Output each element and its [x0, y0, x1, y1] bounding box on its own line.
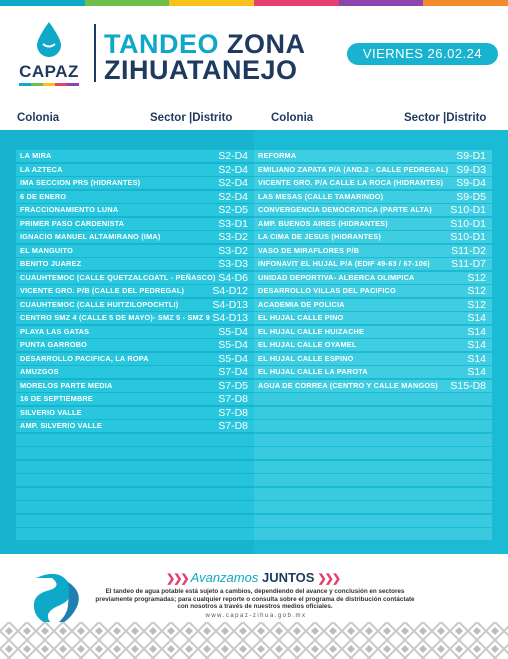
table-row	[16, 272, 254, 284]
table-row	[16, 299, 254, 311]
sector-cell: S10-D1	[450, 204, 486, 216]
left-sector-header: Sector |Distrito	[150, 112, 233, 124]
table-row	[254, 326, 492, 338]
sector-cell: S3-D2	[218, 231, 248, 243]
title-word-tandeo: TANDEO	[104, 29, 219, 59]
sector-cell: S3-D3	[218, 258, 248, 270]
sector-cell: S12	[467, 285, 486, 297]
colonia-cell: AMP. SILVERIO VALLE	[20, 421, 103, 430]
table-row	[254, 339, 492, 351]
colonia-cell: DESARROLLO PACIFICA, LA ROPA	[20, 353, 149, 363]
colonia-cell: 6 DE ENERO	[20, 191, 67, 201]
table-row	[16, 218, 254, 230]
sector-cell: S9-D3	[456, 163, 486, 176]
colonia-cell: PRIMER PASO CARDENISTA	[20, 218, 125, 228]
sector-cell: S11-D7	[451, 258, 486, 270]
table-row	[254, 474, 492, 486]
table-row	[254, 461, 492, 473]
table-row	[16, 150, 254, 162]
sector-cell: S14	[467, 325, 486, 338]
table-row	[254, 285, 492, 297]
page-title-line2: ZIHUATANEJO	[104, 55, 298, 85]
colonia-cell: CUAUHTEMOC (CALLE QUETZALCOATL - PEÑASCO)	[20, 272, 216, 282]
table-row	[16, 164, 254, 176]
colonia-cell: EL MANGUITO	[20, 245, 74, 255]
date-badge: VIERNES 26.02.24	[347, 43, 498, 65]
decorative-pattern	[0, 622, 508, 659]
colonia-cell: VASO DE MIRAFLORES P/B	[258, 245, 360, 255]
table-row	[16, 177, 254, 189]
right-schedule-panel	[254, 130, 508, 554]
table-row	[254, 218, 492, 230]
colonia-cell: VICENTE GRO. P/B (CALLE DEL PEDREGAL)	[20, 286, 185, 295]
header-divider	[94, 24, 96, 82]
logo-stripe	[19, 83, 79, 86]
logo-text: CAPAZ	[19, 62, 79, 81]
sector-cell: S15-D8	[450, 379, 486, 392]
sector-cell: S11-D2	[451, 244, 486, 257]
table-row	[16, 339, 254, 351]
sector-cell: S7-D8	[218, 406, 248, 419]
colonia-cell: PLAYA LAS GATAS	[20, 326, 90, 336]
sector-cell: S4-D13	[212, 312, 248, 324]
table-row	[16, 393, 254, 405]
sector-cell: S5-D4	[218, 352, 248, 365]
table-row	[254, 231, 492, 243]
colonia-cell: CENTRO SMZ 4 (CALLE 5 DE MAYO)- SMZ 5 - SMZ 9	[20, 313, 210, 322]
table-row	[16, 204, 254, 216]
sector-cell: S7-D5	[218, 379, 248, 392]
title-word-zona: ZONA	[227, 29, 306, 59]
sector-cell: S14	[467, 352, 486, 365]
sector-cell: S2-D5	[218, 204, 248, 216]
sector-cell: S5-D4	[218, 325, 248, 338]
sector-cell: S2-D4	[218, 163, 248, 176]
table-row	[16, 434, 254, 446]
colonia-cell: CONVERGENCIA DEMOCRATICA (PARTE ALTA)	[258, 205, 432, 214]
table-row	[254, 501, 492, 513]
sector-cell: S2-D4	[218, 177, 248, 189]
table-row	[16, 515, 254, 527]
sector-cell: S9-D4	[456, 177, 486, 189]
colonia-cell: UNIDAD DEPORTIVA- ALBERCA OLIMPICA	[258, 272, 415, 282]
right-sector-header: Sector |Distrito	[404, 112, 487, 124]
sector-cell: S14	[467, 312, 486, 324]
table-row	[16, 488, 254, 500]
sector-cell: S14	[467, 366, 486, 378]
table-row	[254, 258, 492, 270]
table-row	[254, 488, 492, 500]
table-row	[254, 299, 492, 311]
slogan-word2: JUNTOS	[261, 570, 315, 585]
sector-cell: S3-D2	[218, 244, 248, 257]
colonia-cell: EL HUJAL CALLE ESPINO	[258, 353, 354, 363]
colonia-cell: EL HUJAL CALLE LA PAROTA	[258, 367, 368, 376]
sector-cell: S5-D4	[218, 339, 248, 351]
sector-cell: S7-D8	[218, 393, 248, 405]
slogan	[166, 570, 339, 585]
table-row	[254, 150, 492, 162]
table-row	[16, 353, 254, 365]
colonia-cell: 16 DE SEPTIEMBRE	[20, 394, 93, 403]
colonia-cell: AMUZGOS	[20, 367, 59, 376]
colonia-cell: LA AZTECA	[20, 164, 63, 174]
table-row	[254, 177, 492, 189]
sector-cell: S4-D6	[218, 271, 248, 284]
page-title-line1	[104, 30, 306, 58]
table-row	[254, 312, 492, 324]
table-row	[16, 461, 254, 473]
table-row	[16, 231, 254, 243]
sector-cell: S4-D12	[212, 285, 248, 297]
capaz-logo	[16, 22, 82, 90]
table-row	[16, 366, 254, 378]
table-row	[254, 204, 492, 216]
colonia-cell: FRACCIONAMIENTO LUNA	[20, 205, 119, 214]
table-row	[254, 272, 492, 284]
colonia-cell: MORELOS PARTE MEDIA	[20, 380, 113, 390]
sector-cell: S9-D1	[456, 150, 486, 162]
sector-cell: S2-D4	[218, 190, 248, 203]
right-colonia-header: Colonia	[271, 112, 314, 124]
column-headers	[0, 110, 508, 130]
sector-cell: S12	[467, 271, 486, 284]
table-row	[254, 434, 492, 446]
table-row	[254, 528, 492, 540]
colonia-cell: ACADEMIA DE POLICIA	[258, 299, 345, 309]
table-row	[254, 515, 492, 527]
colonia-cell: INFONAVIT EL HUJAL P/A (EDIF 49-63 / 67-106)	[258, 259, 430, 268]
colonia-cell: PUNTA GARROBO	[20, 340, 88, 349]
colonia-cell: BENITO JUAREZ	[20, 259, 82, 268]
colonia-cell: IMA SECCION PRS (HIDRANTES)	[20, 178, 141, 187]
table-row	[16, 258, 254, 270]
slogan-word1: Avanzamos	[190, 570, 259, 585]
table-row	[16, 285, 254, 297]
left-rows-list	[16, 150, 254, 542]
sector-cell: S12	[467, 298, 486, 311]
colonia-cell: CUAUHTEMOC (CALLE HUITZILOPOCHTLI)	[20, 299, 179, 309]
table-row	[254, 407, 492, 419]
table-row	[254, 191, 492, 203]
website-link[interactable]: www.capaz-zihua.gob.mx	[205, 613, 307, 619]
sector-cell: S14	[467, 339, 486, 351]
colonia-cell: EL HUJAL CALLE OYAMEL	[258, 340, 357, 349]
table-row	[16, 245, 254, 257]
colonia-cell: EL HUJAL CALLE HUIZACHE	[258, 326, 365, 336]
table-row	[16, 420, 254, 432]
sector-cell: S10-D1	[450, 231, 486, 243]
table-row	[254, 164, 492, 176]
table-row	[254, 380, 492, 392]
sector-cell: S3-D1	[218, 217, 248, 230]
table-row	[254, 366, 492, 378]
colonia-cell: EMILIANO ZAPATA P/A (AND.2 - CALLE PEDREGAL)	[258, 164, 449, 174]
table-row	[16, 528, 254, 540]
colonia-cell: LAS MESAS (CALLE TAMARINDO)	[258, 191, 384, 201]
left-colonia-header: Colonia	[17, 112, 60, 124]
disclaimer-text: El tandeo de agua potable está sujeto a cambios, dependiendo del avance y conclusión en sectores previamente programadas; para cualquier reporte o consulta sobre el programa de distribución contáctate con nosotros a través de nuestros medios oficiales.	[95, 588, 415, 611]
colonia-cell: VICENTE GRO. P/A CALLE LA ROCA (HIDRANTES)	[258, 178, 444, 187]
right-rows-list	[254, 150, 492, 542]
colonia-cell: SILVERIO VALLE	[20, 407, 82, 417]
table-row	[16, 447, 254, 459]
table-row	[16, 380, 254, 392]
colonia-cell: AMP. BUENOS AIRES (HIDRANTES)	[258, 218, 388, 228]
table-row	[254, 420, 492, 432]
sector-cell: S4-D13	[212, 298, 248, 311]
colonia-cell: AGUA DE CORREA (CENTRO Y CALLE MANGOS)	[258, 380, 438, 390]
sector-cell: S2-D4	[218, 150, 248, 162]
sector-cell: S7-D8	[218, 420, 248, 432]
table-row	[16, 407, 254, 419]
colonia-cell: LA CIMA DE JESUS (HIDRANTES)	[258, 232, 382, 241]
sector-cell: S10-D1	[450, 217, 486, 230]
left-schedule-panel	[0, 130, 254, 554]
table-row	[254, 393, 492, 405]
sector-cell: S7-D4	[218, 366, 248, 378]
colonia-cell: REFORMA	[258, 151, 297, 160]
table-row	[254, 353, 492, 365]
colonia-cell: EL HUJAL CALLE PINO	[258, 313, 344, 322]
colonia-cell: DESARROLLO VILLAS DEL PACIFICO	[258, 286, 396, 295]
slogan-arrows-left-icon: ❯❯❯	[166, 573, 188, 585]
table-row	[16, 326, 254, 338]
brand-color-bar	[0, 0, 508, 6]
sector-cell: S9-D5	[456, 190, 486, 203]
table-row	[16, 191, 254, 203]
table-row	[16, 312, 254, 324]
slogan-arrows-right-icon: ❯❯❯	[317, 573, 340, 585]
water-drop-icon	[35, 22, 63, 58]
table-row	[254, 245, 492, 257]
table-row	[254, 447, 492, 459]
table-row	[16, 474, 254, 486]
ribbon-logo-icon	[28, 568, 90, 630]
table-row	[16, 501, 254, 513]
colonia-cell: IGNACIO MANUEL ALTAMIRANO (IMA)	[20, 232, 161, 241]
colonia-cell: LA MIRA	[20, 151, 52, 160]
